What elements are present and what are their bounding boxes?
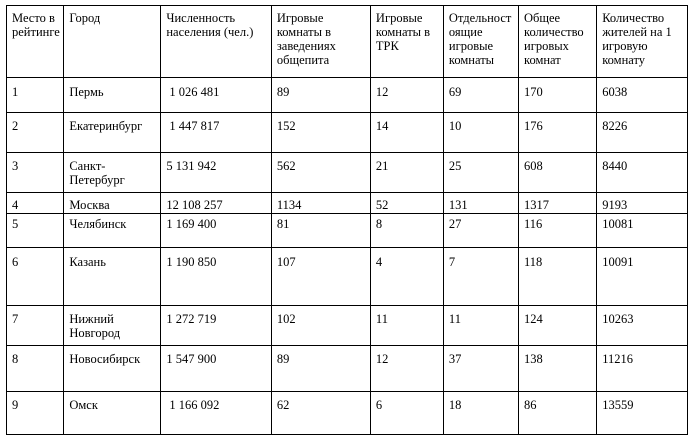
cell-total-rooms: 118 (519, 248, 597, 306)
cell-catering-rooms: 562 (271, 153, 370, 193)
cell-catering-rooms: 81 (271, 214, 370, 248)
table-body (7, 78, 688, 435)
cell-rank: 9 (7, 392, 64, 435)
cell-standalone-rooms: 131 (443, 193, 518, 214)
header-city: Город (64, 6, 161, 78)
table-row (7, 214, 688, 248)
table-row (7, 306, 688, 346)
cell-population: 1 447 817 (161, 113, 272, 153)
header-residents-per-room: Количество жителей на 1 игровую комнату (597, 6, 688, 78)
table-row (7, 153, 688, 193)
cell-catering-rooms: 62 (271, 392, 370, 435)
cell-city: Новосибирск (64, 346, 161, 392)
header-mall-rooms: Игровые комнаты в ТРК (370, 6, 443, 78)
cell-population: 1 190 850 (161, 248, 272, 306)
cell-total-rooms: 138 (519, 346, 597, 392)
cell-catering-rooms: 1134 (271, 193, 370, 214)
cell-standalone-rooms: 37 (443, 346, 518, 392)
header-rank: Место в рейтинге (7, 6, 64, 78)
cell-total-rooms: 176 (519, 113, 597, 153)
cell-city: Нижний Новгород (64, 306, 161, 346)
cell-mall-rooms: 6 (370, 392, 443, 435)
cell-total-rooms: 1317 (519, 193, 597, 214)
cell-mall-rooms: 11 (370, 306, 443, 346)
cell-standalone-rooms: 69 (443, 78, 518, 113)
cell-city: Омск (64, 392, 161, 435)
cell-rank: 6 (7, 248, 64, 306)
cell-residents-per-room: 10081 (597, 214, 688, 248)
cell-total-rooms: 124 (519, 306, 597, 346)
cell-standalone-rooms: 7 (443, 248, 518, 306)
cell-catering-rooms: 152 (271, 113, 370, 153)
header-standalone-rooms: Отдельностоящие игровые комнаты (443, 6, 518, 78)
table-row (7, 392, 688, 435)
cell-population: 1 026 481 (161, 78, 272, 113)
table-row (7, 346, 688, 392)
cell-standalone-rooms: 10 (443, 113, 518, 153)
cell-residents-per-room: 13559 (597, 392, 688, 435)
cell-residents-per-room: 11216 (597, 346, 688, 392)
cell-city: Казань (64, 248, 161, 306)
cell-rank: 5 (7, 214, 64, 248)
cell-mall-rooms: 4 (370, 248, 443, 306)
cell-mall-rooms: 52 (370, 193, 443, 214)
cell-total-rooms: 608 (519, 153, 597, 193)
cell-standalone-rooms: 11 (443, 306, 518, 346)
city-ranking-table (6, 5, 688, 435)
cell-mall-rooms: 14 (370, 113, 443, 153)
cell-city: Москва (64, 193, 161, 214)
cell-total-rooms: 116 (519, 214, 597, 248)
cell-total-rooms: 170 (519, 78, 597, 113)
cell-rank: 8 (7, 346, 64, 392)
cell-rank: 3 (7, 153, 64, 193)
cell-city: Екатеринбург (64, 113, 161, 153)
cell-mall-rooms: 21 (370, 153, 443, 193)
header-row (7, 6, 688, 78)
header-catering-rooms: Игровые комнаты в заведениях общепита (271, 6, 370, 78)
cell-residents-per-room: 10263 (597, 306, 688, 346)
cell-residents-per-room: 6038 (597, 78, 688, 113)
cell-catering-rooms: 107 (271, 248, 370, 306)
table-row (7, 78, 688, 113)
cell-residents-per-room: 8440 (597, 153, 688, 193)
cell-population: 1 166 092 (161, 392, 272, 435)
cell-rank: 7 (7, 306, 64, 346)
cell-population: 1 547 900 (161, 346, 272, 392)
cell-city: Пермь (64, 78, 161, 113)
table-header (7, 6, 688, 78)
cell-population: 5 131 942 (161, 153, 272, 193)
cell-mall-rooms: 8 (370, 214, 443, 248)
cell-mall-rooms: 12 (370, 78, 443, 113)
cell-catering-rooms: 102 (271, 306, 370, 346)
cell-standalone-rooms: 25 (443, 153, 518, 193)
cell-city: Санкт-Петербург (64, 153, 161, 193)
header-total-rooms: Общее количество игровых комнат (519, 6, 597, 78)
cell-residents-per-room: 8226 (597, 113, 688, 153)
cell-population: 1 169 400 (161, 214, 272, 248)
cell-catering-rooms: 89 (271, 346, 370, 392)
header-population: Численность населения (чел.) (161, 6, 272, 78)
cell-city: Челябинск (64, 214, 161, 248)
cell-rank: 1 (7, 78, 64, 113)
cell-population: 12 108 257 (161, 193, 272, 214)
cell-standalone-rooms: 18 (443, 392, 518, 435)
cell-residents-per-room: 10091 (597, 248, 688, 306)
cell-catering-rooms: 89 (271, 78, 370, 113)
table-row (7, 113, 688, 153)
cell-rank: 4 (7, 193, 64, 214)
cell-rank: 2 (7, 113, 64, 153)
cell-standalone-rooms: 27 (443, 214, 518, 248)
cell-population: 1 272 719 (161, 306, 272, 346)
table-row (7, 193, 688, 214)
cell-residents-per-room: 9193 (597, 193, 688, 214)
cell-mall-rooms: 12 (370, 346, 443, 392)
table-row (7, 248, 688, 306)
cell-total-rooms: 86 (519, 392, 597, 435)
